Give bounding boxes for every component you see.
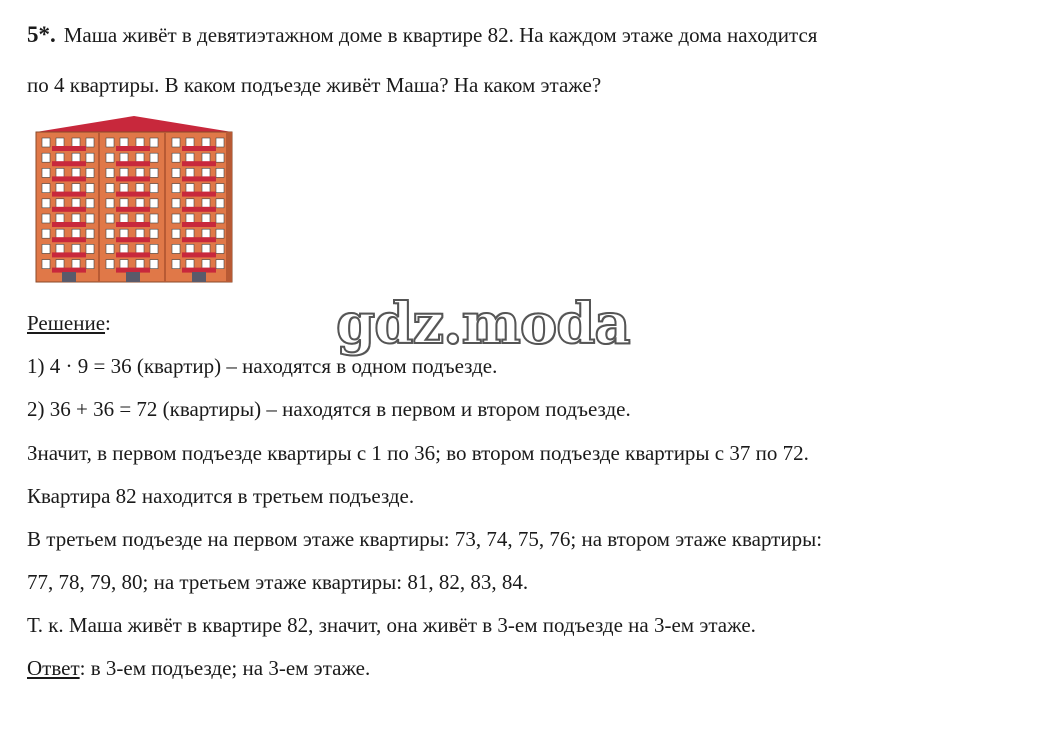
balcony (116, 176, 150, 181)
balcony (52, 237, 86, 242)
window (72, 199, 80, 208)
window (202, 260, 210, 269)
balcony (182, 237, 216, 242)
window (106, 229, 114, 238)
window (150, 168, 158, 177)
balcony (182, 268, 216, 273)
window (186, 229, 194, 238)
balcony (52, 222, 86, 227)
window (216, 199, 224, 208)
window (172, 260, 180, 269)
window (216, 229, 224, 238)
window (136, 199, 144, 208)
building-side (226, 132, 232, 282)
window (86, 229, 94, 238)
window (216, 244, 224, 253)
window (202, 184, 210, 193)
solution-line-1: 1) 4 · 9 = 36 (квартир) – находятся в одном подъезде. (27, 354, 498, 378)
window (186, 168, 194, 177)
balcony (116, 222, 150, 227)
window (56, 260, 64, 269)
window (120, 260, 128, 269)
window (136, 229, 144, 238)
solution-line-4: Квартира 82 находится в третьем подъезде. (27, 484, 415, 508)
window (202, 138, 210, 147)
balcony (182, 161, 216, 166)
window (56, 168, 64, 177)
window (120, 244, 128, 253)
window (150, 138, 158, 147)
balcony (182, 207, 216, 212)
window (202, 168, 210, 177)
window (202, 199, 210, 208)
balcony (116, 161, 150, 166)
window (86, 214, 94, 223)
solution-heading-colon: : (105, 311, 111, 335)
window (42, 138, 50, 147)
solution-heading-label: Решение (27, 311, 106, 335)
window (72, 184, 80, 193)
balcony (116, 237, 150, 242)
window (120, 229, 128, 238)
window (202, 214, 210, 223)
window (186, 214, 194, 223)
window (56, 244, 64, 253)
balcony (182, 146, 216, 151)
window (172, 214, 180, 223)
window (42, 184, 50, 193)
balcony (182, 192, 216, 197)
window (106, 153, 114, 162)
window (42, 214, 50, 223)
window (202, 229, 210, 238)
window (150, 153, 158, 162)
window (150, 229, 158, 238)
window (150, 214, 158, 223)
window (216, 153, 224, 162)
window (120, 153, 128, 162)
solution-line-2: 2) 36 + 36 = 72 (квартиры) – находятся в первом и втором подъезде. (27, 397, 631, 421)
window (172, 184, 180, 193)
window (136, 244, 144, 253)
window (106, 138, 114, 147)
window (186, 260, 194, 269)
window (72, 214, 80, 223)
window (216, 168, 224, 177)
window (150, 184, 158, 193)
window (42, 168, 50, 177)
roof (36, 116, 232, 132)
balcony (116, 146, 150, 151)
window (202, 153, 210, 162)
window (56, 153, 64, 162)
problem-number: 5*. (27, 22, 56, 47)
window (72, 229, 80, 238)
window (106, 199, 114, 208)
window (56, 214, 64, 223)
window (172, 153, 180, 162)
window (216, 214, 224, 223)
section-divider (98, 132, 100, 282)
window (42, 260, 50, 269)
window (42, 153, 50, 162)
balcony (52, 176, 86, 181)
window (86, 260, 94, 269)
problem-text-1: Маша живёт в девятиэтажном доме в квартире 82. На каждом этаже дома находится (63, 23, 818, 47)
window (136, 184, 144, 193)
window (42, 199, 50, 208)
window (72, 153, 80, 162)
entrance-door (126, 272, 140, 282)
window (172, 229, 180, 238)
window (136, 168, 144, 177)
solution-line-3: Значит, в первом подъезде квартиры с 1 по 36; во втором подъезде квартиры с 37 по 72. (27, 441, 809, 465)
window (136, 138, 144, 147)
window (186, 244, 194, 253)
window (186, 138, 194, 147)
window (72, 168, 80, 177)
window (106, 184, 114, 193)
balcony (116, 207, 150, 212)
window (216, 260, 224, 269)
balcony (52, 146, 86, 151)
balcony (52, 268, 86, 273)
window (56, 184, 64, 193)
entrance-door (192, 272, 206, 282)
window (172, 168, 180, 177)
window (72, 260, 80, 269)
window (202, 244, 210, 253)
window (86, 168, 94, 177)
window (120, 199, 128, 208)
answer-label: Ответ (27, 656, 80, 680)
solution-line-5: В третьем подъезде на первом этаже квартиры: 73, 74, 75, 76; на втором этаже квартиры: (27, 527, 823, 551)
balcony (182, 222, 216, 227)
window (42, 229, 50, 238)
window (216, 138, 224, 147)
window (86, 153, 94, 162)
window (86, 138, 94, 147)
window (86, 244, 94, 253)
window (106, 214, 114, 223)
window (136, 214, 144, 223)
window (86, 199, 94, 208)
solution-line-7: Т. к. Маша живёт в квартире 82, значит, она живёт в 3-ем подъезде на 3-ем этаже. (27, 613, 756, 637)
balcony (116, 192, 150, 197)
window (172, 138, 180, 147)
answer-colon: : (79, 656, 86, 680)
balcony (52, 161, 86, 166)
balcony (182, 252, 216, 257)
balcony (182, 176, 216, 181)
window (106, 260, 114, 269)
window (56, 138, 64, 147)
nine-story-building-icon (30, 112, 238, 284)
section-divider (164, 132, 166, 282)
solution-heading (27, 310, 111, 336)
balcony (52, 252, 86, 257)
window (136, 260, 144, 269)
window (150, 260, 158, 269)
window (106, 168, 114, 177)
window (86, 184, 94, 193)
window (136, 153, 144, 162)
answer-text: в 3-ем подъезде; на 3-ем этаже. (85, 656, 371, 680)
balcony (116, 268, 150, 273)
window (186, 199, 194, 208)
window (120, 168, 128, 177)
window (106, 244, 114, 253)
window (172, 244, 180, 253)
window (72, 138, 80, 147)
balcony (116, 252, 150, 257)
entrance-door (62, 272, 76, 282)
balcony (52, 192, 86, 197)
watermark: gdz.moda (336, 291, 630, 357)
window (72, 244, 80, 253)
balcony (52, 207, 86, 212)
window (216, 184, 224, 193)
window (186, 184, 194, 193)
problem-line-2: по 4 квартиры. В каком подъезде живёт Маша? На каком этаже? (27, 73, 602, 97)
window (120, 184, 128, 193)
window (120, 138, 128, 147)
answer-line (27, 655, 370, 681)
window (120, 214, 128, 223)
window (150, 199, 158, 208)
solution-line-6: 77, 78, 79, 80; на третьем этаже квартиры: 81, 82, 83, 84. (27, 570, 529, 594)
problem-line-1 (27, 22, 817, 48)
window (186, 153, 194, 162)
window (42, 244, 50, 253)
window (56, 199, 64, 208)
window (56, 229, 64, 238)
window (150, 244, 158, 253)
window (172, 199, 180, 208)
